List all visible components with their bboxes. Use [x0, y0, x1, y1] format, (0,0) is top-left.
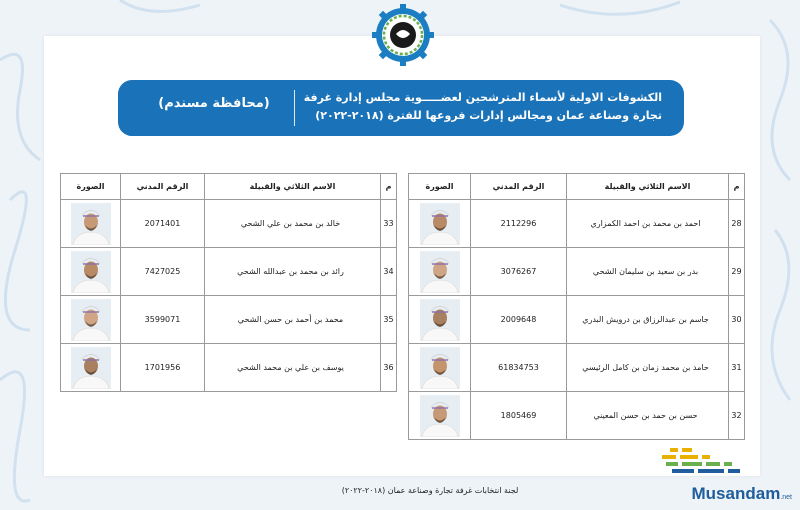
- watermark-suffix: .net: [780, 494, 792, 501]
- cell-num: 28: [729, 200, 745, 248]
- person-photo-icon: [71, 299, 111, 341]
- site-watermark: [656, 446, 796, 506]
- cell-name: احمد بن محمد بن احمد الكمزاري: [567, 200, 729, 248]
- column-header-num: م: [729, 174, 745, 200]
- cell-name: محمد بن أحمد بن حسن الشحي: [205, 296, 381, 344]
- table-body: [409, 200, 745, 440]
- cell-civil-id: 7427025: [121, 248, 205, 296]
- table-row: [409, 200, 745, 248]
- cell-civil-id: 1805469: [471, 392, 567, 440]
- cell-civil-id: 61834753: [471, 344, 567, 392]
- cell-num: 35: [381, 296, 397, 344]
- person-photo-icon: [71, 203, 111, 245]
- candidates-table-right: [408, 173, 745, 440]
- cell-name: بدر بن سعيد بن سليمان الشحي: [567, 248, 729, 296]
- banner-divider: [294, 90, 295, 126]
- cell-name: خالد بن محمد بن علي الشحي: [205, 200, 381, 248]
- cell-photo: [61, 248, 121, 296]
- column-header-num: م: [381, 174, 397, 200]
- region-label: (محافظة مسندم): [158, 96, 270, 111]
- column-header-photo: الصورة: [61, 174, 121, 200]
- cell-num: 34: [381, 248, 397, 296]
- person-photo-icon: [420, 347, 460, 389]
- banner-title-line2: تجارة وصناعة عمان ومجالس إدارات فروعها للفترة (٢٠١٨-٢٠٢٢): [315, 109, 662, 122]
- table-row: [61, 344, 397, 392]
- column-header-photo: الصورة: [409, 174, 471, 200]
- cell-photo: [409, 248, 471, 296]
- column-header-name: الاسم الثلاثي والقبيلة: [567, 174, 729, 200]
- cell-photo: [409, 200, 471, 248]
- cell-photo: [61, 344, 121, 392]
- cell-name: رائد بن محمد بن عبدالله الشحي: [205, 248, 381, 296]
- table-row: [409, 248, 745, 296]
- cell-photo: [61, 296, 121, 344]
- column-header-civil-id: الرقم المدني: [121, 174, 205, 200]
- cell-photo: [409, 344, 471, 392]
- table-row: [409, 344, 745, 392]
- cell-photo: [409, 296, 471, 344]
- watermark-text: Musandam: [691, 484, 781, 503]
- cell-civil-id: 2009648: [471, 296, 567, 344]
- candidates-table-left: [60, 173, 397, 392]
- cell-name: جاسم بن عبدالرزاق بن درويش البدري: [567, 296, 729, 344]
- person-photo-icon: [420, 203, 460, 245]
- banner-title: [302, 89, 662, 125]
- cell-num: 33: [381, 200, 397, 248]
- cell-num: 32: [729, 392, 745, 440]
- banner-title-line1: الكشوفات الاولية لأسماء المترشحين لعضـــــوية مجلس إدارة غرفة: [303, 91, 662, 104]
- table-row: [61, 248, 397, 296]
- table-row: [409, 296, 745, 344]
- cell-photo: [61, 200, 121, 248]
- footer-caption: لجنة انتخابات غرفة تجارة وصناعة عمان (٢٠١٨-٢٠٢٢): [341, 486, 519, 495]
- cell-name: حسن بن حمد بن حسن المعيني: [567, 392, 729, 440]
- cell-civil-id: 3076267: [471, 248, 567, 296]
- cell-name: يوسف بن علي بن محمد الشحي: [205, 344, 381, 392]
- cell-num: 29: [729, 248, 745, 296]
- person-photo-icon: [71, 347, 111, 389]
- cell-num: 30: [729, 296, 745, 344]
- table-body: [61, 200, 397, 392]
- person-photo-icon: [420, 395, 460, 437]
- person-photo-icon: [71, 251, 111, 293]
- chamber-gear-logo-icon: [372, 4, 434, 66]
- cell-civil-id: 2071401: [121, 200, 205, 248]
- column-header-civil-id: الرقم المدني: [471, 174, 567, 200]
- cell-civil-id: 3599071: [121, 296, 205, 344]
- table-header-row: [409, 174, 745, 200]
- cell-photo: [409, 392, 471, 440]
- watermark-graphic: [660, 446, 756, 480]
- column-header-name: الاسم الثلاثي والقبيلة: [205, 174, 381, 200]
- table-row: [61, 200, 397, 248]
- table-row: [61, 296, 397, 344]
- cell-name: حامد بن محمد زمان بن كامل الرئيسي: [567, 344, 729, 392]
- person-photo-icon: [420, 299, 460, 341]
- cell-civil-id: 2112296: [471, 200, 567, 248]
- cell-civil-id: 1701956: [121, 344, 205, 392]
- title-banner: [118, 80, 684, 136]
- table-header-row: [61, 174, 397, 200]
- cell-num: 31: [729, 344, 745, 392]
- cell-num: 36: [381, 344, 397, 392]
- person-photo-icon: [420, 251, 460, 293]
- table-row: [409, 392, 745, 440]
